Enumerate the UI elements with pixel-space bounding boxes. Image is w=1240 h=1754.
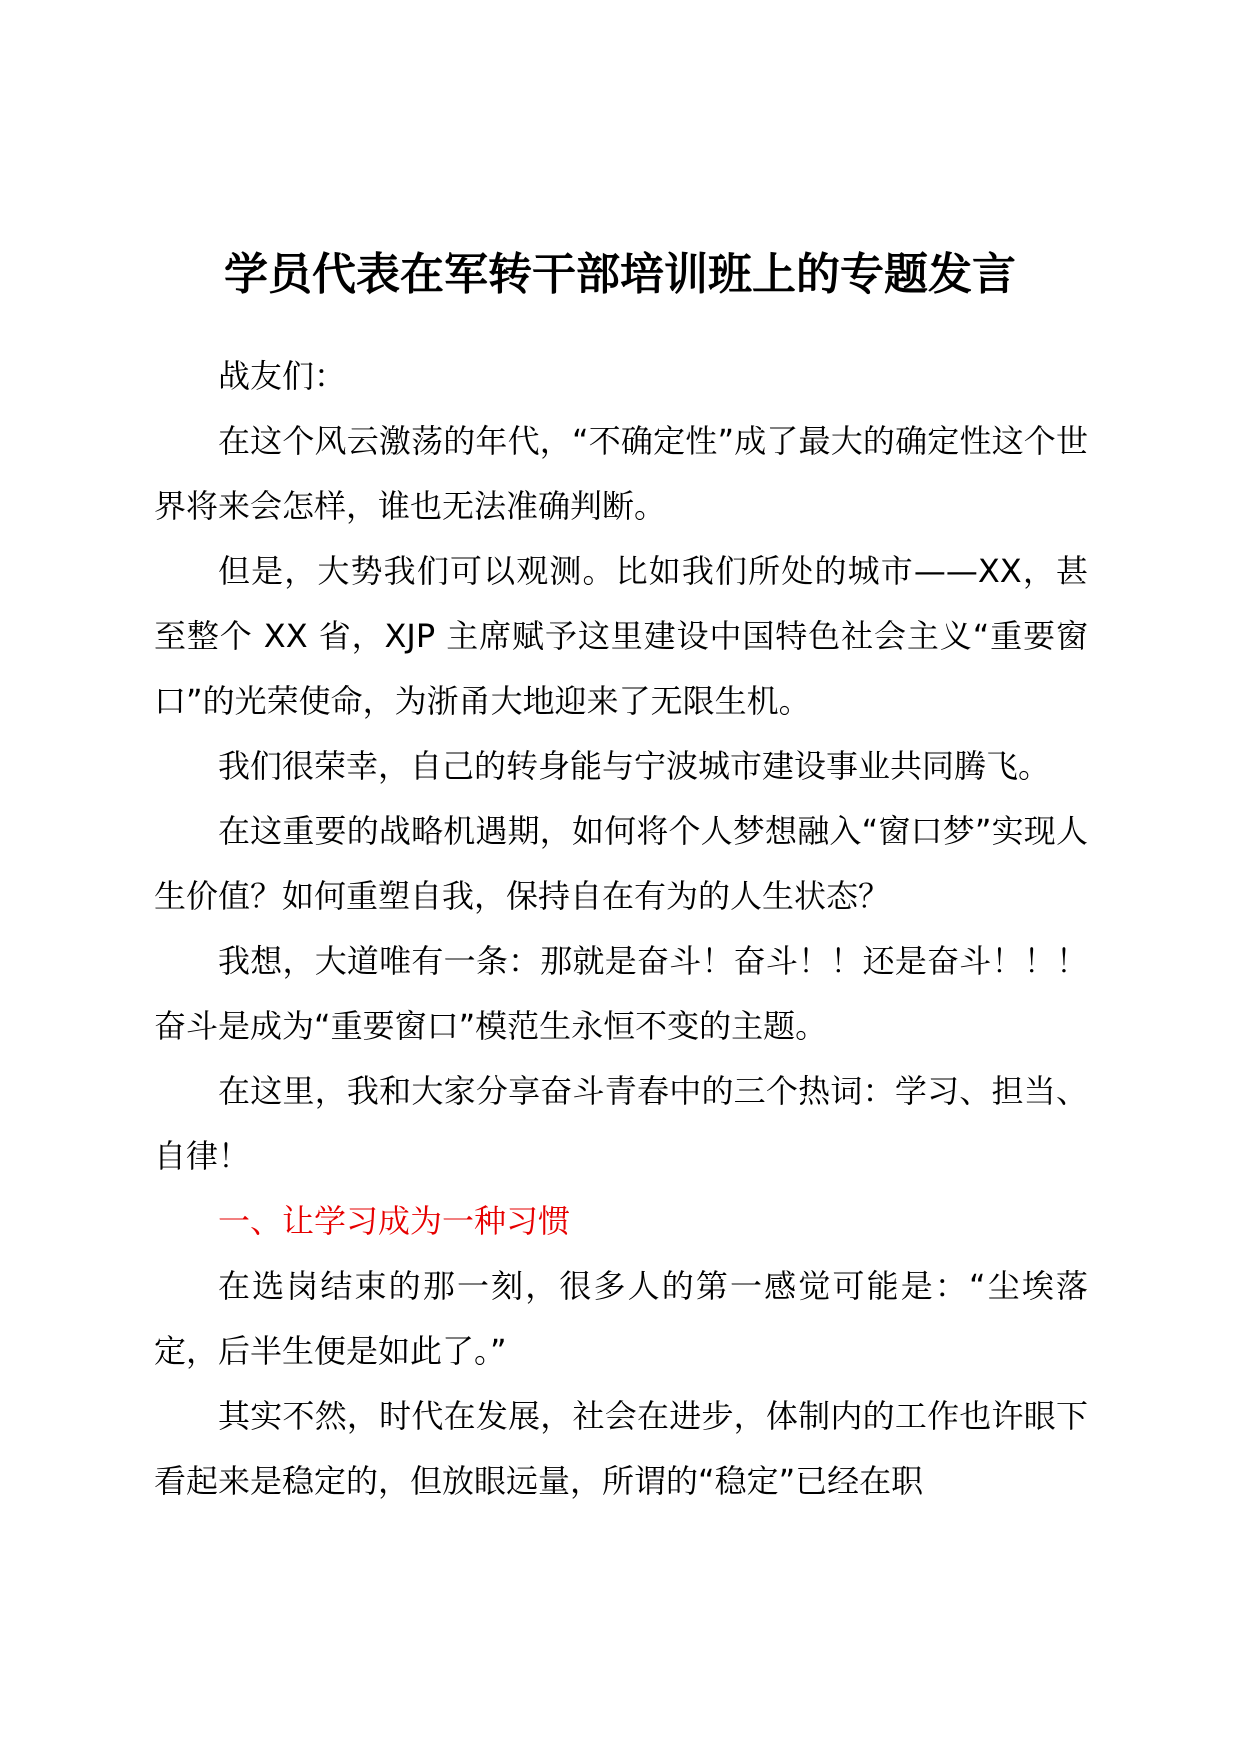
body-paragraph: 在这里，我和大家分享奋斗青春中的三个热词：学习、担当、自律！ bbox=[154, 1072, 1088, 1175]
document-title: 学员代表在军转干部培训班上的专题发言 bbox=[224, 249, 1016, 300]
body-paragraph: 我想，大道唯有一条：那就是奋斗！奋斗！！还是奋斗！！！奋斗是成为“重要窗口”模范生永恒不变的主题。 bbox=[154, 942, 1088, 1045]
body-paragraph: 在这个风云激荡的年代，“不确定性”成了最大的确定性这个世界将来会怎样，谁也无法准确判断。 bbox=[154, 422, 1088, 525]
body-paragraph: 但是，大势我们可以观测。比如我们所处的城市——XX，甚至整个 XX 省，XJP 主席赋予这里建设中国特色社会主义“重要窗口”的光荣使命，为浙甬大地迎来了无限生机。 bbox=[154, 552, 1088, 720]
body-paragraph: 在选岗结束的那一刻，很多人的第一感觉可能是：“尘埃落定，后半生便是如此了。” bbox=[154, 1267, 1088, 1370]
salutation-paragraph: 战友们： bbox=[218, 357, 347, 395]
body-paragraph: 其实不然，时代在发展，社会在进步，体制内的工作也许眼下看起来是稳定的，但放眼远量，所谓的“稳定”已经在职 bbox=[154, 1397, 1088, 1500]
body-paragraph: 在这重要的战略机遇期，如何将个人梦想融入“窗口梦”实现人生价值？如何重塑自我，保持自在有为的人生状态？ bbox=[154, 812, 1088, 915]
body-paragraph: 我们很荣幸，自己的转身能与宁波城市建设事业共同腾飞。 bbox=[218, 747, 1051, 785]
section-heading: 一、让学习成为一种习惯 bbox=[218, 1202, 571, 1240]
document-body bbox=[154, 344, 1088, 1514]
